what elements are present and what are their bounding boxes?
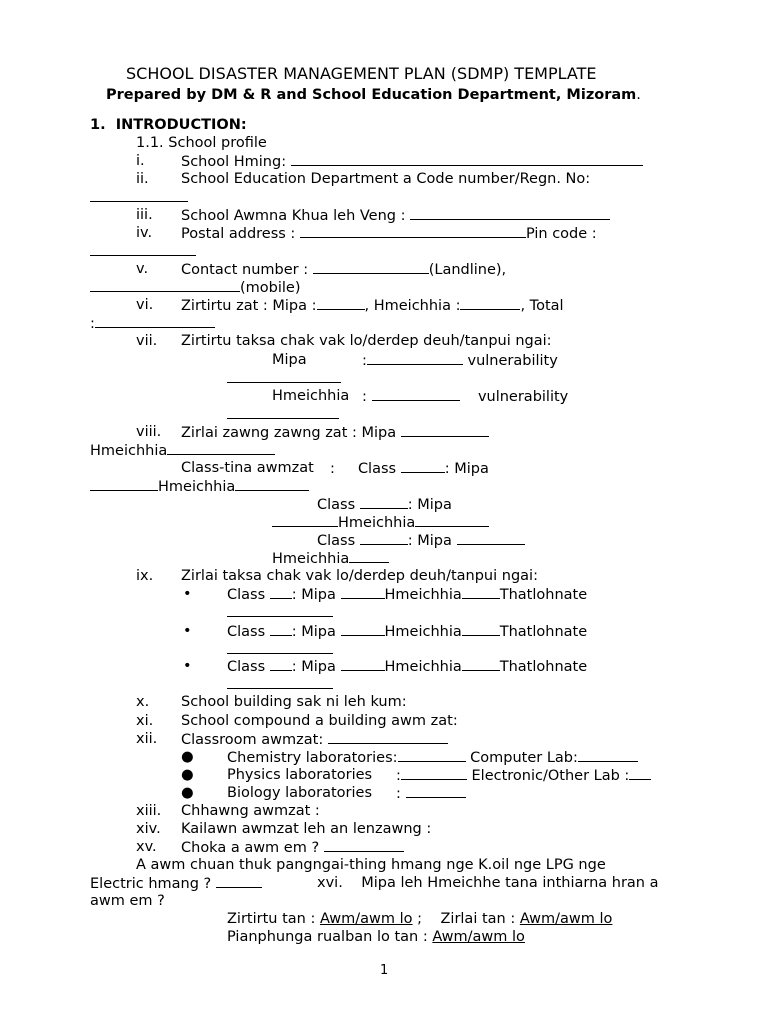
xii-dot-1: ● xyxy=(181,749,194,765)
hmeichhia-label: Hmeichhia xyxy=(384,624,462,640)
item-label: Zirtirtu zat : Mipa : xyxy=(181,298,317,314)
vii-blank1 xyxy=(227,369,341,388)
section-heading xyxy=(90,116,247,134)
awm-option[interactable]: Awm/awm lo xyxy=(319,911,413,927)
viii-class-row3 xyxy=(317,531,525,550)
awm-option[interactable]: Awm/awm lo xyxy=(432,929,525,945)
vii-mipa-fill xyxy=(362,351,558,370)
fill-blank[interactable] xyxy=(462,657,500,671)
item-ii-text: School Education Department a Code number/Regn. No: xyxy=(181,171,591,187)
viii-row2 xyxy=(90,477,309,496)
subtitle-period: . xyxy=(636,87,641,103)
hmeichhia-label: Hmeichhia xyxy=(338,515,416,531)
item-viii: viii. xyxy=(136,424,162,440)
fill-blank[interactable] xyxy=(360,495,408,509)
physics-label: Physics laboratories xyxy=(227,767,373,783)
fill-blank[interactable] xyxy=(401,423,489,437)
class-label: Class xyxy=(357,461,397,477)
colon: : xyxy=(362,353,367,369)
fill-blank[interactable] xyxy=(90,242,196,256)
colon: : xyxy=(362,389,367,405)
mipa-label: : Mipa xyxy=(407,533,452,549)
item-viii-text xyxy=(181,423,489,442)
item-label: Electric hmang ? xyxy=(90,876,212,892)
class-label: Class xyxy=(227,587,266,603)
fill-blank[interactable] xyxy=(367,351,463,365)
ix-row-3 xyxy=(227,657,587,676)
fill-blank[interactable] xyxy=(90,188,188,202)
vulnerability-label: vulnerability xyxy=(467,353,558,369)
xii-chem xyxy=(227,748,638,767)
class-label: Class xyxy=(317,497,356,513)
doc-subtitle xyxy=(106,86,641,104)
ix-row-1 xyxy=(227,585,587,604)
ix-blank-1 xyxy=(227,603,333,622)
item-xi: xi. xyxy=(136,713,154,729)
xii-bio xyxy=(227,784,372,802)
subsection-heading: 1.1. School profile xyxy=(136,135,267,151)
section-number: 1. xyxy=(90,117,106,133)
fill-blank[interactable] xyxy=(349,549,389,563)
vulnerability-label: vulnerability xyxy=(477,389,569,405)
item-ix: ix. xyxy=(136,568,154,584)
fill-blank[interactable] xyxy=(324,838,404,852)
colon: : xyxy=(330,461,335,477)
viii-row3 xyxy=(272,513,489,532)
item-x-text: School building sak ni leh kum: xyxy=(181,694,407,710)
hmeichhia-label: Hmeichhia xyxy=(384,587,462,603)
fill-blank[interactable] xyxy=(410,206,610,220)
xvi-zirtirtu-row xyxy=(227,910,612,928)
fill-blank[interactable] xyxy=(629,766,651,780)
mipa-label: : Mipa xyxy=(291,624,336,640)
colon: : xyxy=(396,768,401,784)
mipa-label: : Mipa xyxy=(291,659,336,675)
fill-blank[interactable] xyxy=(272,513,338,527)
electronic-lab-label: Electronic/Other Lab : xyxy=(471,768,630,784)
biology-label: Biology laboratories xyxy=(227,785,372,801)
item-xii: xii. xyxy=(136,731,158,747)
item-iv: iv. xyxy=(136,225,153,241)
item-label: Classroom awmzat: xyxy=(181,732,324,748)
fill-blank[interactable] xyxy=(227,405,339,419)
item-xiii-text: Chhawng awmzat : xyxy=(181,803,320,819)
total-label: , Total xyxy=(520,298,564,314)
item-iii: iii. xyxy=(136,207,153,223)
fill-blank[interactable] xyxy=(341,622,385,636)
fill-blank[interactable] xyxy=(578,748,638,762)
colon: : xyxy=(396,786,401,802)
item-label: Zirlai zawng zawng zat : Mipa xyxy=(181,425,397,441)
viii-class-tina: Class-tina awmzat xyxy=(181,460,314,476)
hmeichhia-label: , Hmeichhia : xyxy=(364,298,461,314)
item-label: Choka a awm em ? xyxy=(181,840,320,856)
xii-phys xyxy=(227,766,372,784)
item-x: x. xyxy=(136,694,150,710)
fill-blank[interactable] xyxy=(401,766,467,780)
item-label: Mipa leh Hmeichhe tana inthiarna hran a xyxy=(361,875,659,891)
item-vi-total xyxy=(90,314,215,333)
viii-class-row1 xyxy=(330,459,489,478)
fill-blank[interactable] xyxy=(227,640,333,654)
viii-class-row2 xyxy=(317,495,452,514)
item-xvi xyxy=(317,874,658,892)
fill-blank[interactable] xyxy=(300,224,526,238)
item-xv: xv. xyxy=(136,839,157,855)
item-v: v. xyxy=(136,261,149,277)
item-v-text xyxy=(181,260,506,279)
fill-blank[interactable] xyxy=(372,387,460,401)
xii-dot-2: ● xyxy=(181,767,194,783)
fill-blank[interactable] xyxy=(291,152,643,166)
item-xiv-text: Kailawn awmzat leh an lenzawng : xyxy=(181,821,432,837)
item-xv-cont: A awm chuan thuk pangngai-thing hmang nge K.oil nge LPG nge xyxy=(136,857,606,873)
fill-blank[interactable] xyxy=(95,314,215,328)
item-label: School Hming: xyxy=(181,154,287,170)
fill-blank[interactable] xyxy=(415,513,489,527)
item-num: i. xyxy=(136,153,145,169)
fill-blank[interactable] xyxy=(270,657,292,671)
zirlai-label: Zirlai tan : xyxy=(440,911,516,927)
fill-blank[interactable] xyxy=(270,622,292,636)
fill-blank[interactable] xyxy=(360,531,408,545)
class-label: Class xyxy=(227,624,266,640)
subtitle-text: Prepared by DM & R and School Education Department, Mizoram xyxy=(106,87,637,103)
viii-hmeichhia xyxy=(90,441,275,460)
fill-blank[interactable] xyxy=(227,369,341,383)
ix-bullet-3: • xyxy=(183,658,192,674)
pin-label: Pin code : xyxy=(525,226,597,242)
item-vi-text xyxy=(181,296,564,315)
vii-hmeichhia-fill xyxy=(362,387,568,406)
thatlohnate-label: Thatlohnate xyxy=(499,587,588,603)
fill-blank[interactable] xyxy=(462,585,500,599)
item-num: xvi. xyxy=(317,875,343,891)
mipa-label: : Mipa xyxy=(444,461,489,477)
item-i xyxy=(136,152,145,170)
item-iv-blank xyxy=(90,242,196,261)
fill-blank[interactable] xyxy=(270,585,292,599)
fill-blank[interactable] xyxy=(341,657,385,671)
item-xv-cont2 xyxy=(90,874,262,893)
hmeichhia-label: Hmeichhia xyxy=(272,551,350,567)
doc-title: SCHOOL DISASTER MANAGEMENT PLAN (SDMP) TEMPLATE xyxy=(126,64,597,83)
item-xii-text xyxy=(181,730,448,749)
thatlohnate-label: Thatlohnate xyxy=(499,624,588,640)
awm-option[interactable]: Awm/awm lo xyxy=(519,911,613,927)
fill-blank[interactable] xyxy=(227,603,333,617)
item-ix-text: Zirlai taksa chak vak lo/derdep deuh/tanpui ngai: xyxy=(181,568,538,584)
pianphunga-label: Pianphunga rualban lo tan : xyxy=(227,929,428,945)
chemistry-label: Chemistry laboratories: xyxy=(227,750,398,766)
class-label: Class xyxy=(317,533,356,549)
fill-blank[interactable] xyxy=(457,531,525,545)
fill-blank[interactable] xyxy=(460,296,520,310)
item-xiv: xiv. xyxy=(136,821,161,837)
fill-blank[interactable] xyxy=(406,784,466,798)
fill-blank[interactable] xyxy=(216,874,262,888)
semicolon: ; xyxy=(417,911,423,927)
colon: : xyxy=(90,316,95,332)
landline-label: (Landline), xyxy=(428,262,507,278)
item-vii: vii. xyxy=(136,333,158,349)
fill-blank[interactable] xyxy=(235,477,309,491)
fill-blank[interactable] xyxy=(328,730,448,744)
fill-blank[interactable] xyxy=(90,278,240,292)
vii-blank2 xyxy=(227,405,339,424)
class-label: Class xyxy=(227,659,266,675)
xii-phys-fill xyxy=(396,766,651,785)
item-iv-text xyxy=(181,224,597,243)
fill-blank[interactable] xyxy=(227,675,333,689)
fill-blank[interactable] xyxy=(313,260,429,274)
fill-blank[interactable] xyxy=(167,441,275,455)
ix-bullet-2: • xyxy=(183,623,192,639)
hmeichhia-label: Hmeichhia xyxy=(384,659,462,675)
vii-hmeichhia: Hmeichhia xyxy=(272,388,350,404)
item-vi: vi. xyxy=(136,297,154,313)
item-iii-text xyxy=(181,206,610,225)
item-label: Contact number : xyxy=(181,262,309,278)
xii-dot-3: ● xyxy=(181,785,194,801)
fill-blank[interactable] xyxy=(317,296,365,310)
fill-blank[interactable] xyxy=(398,748,466,762)
vii-mipa: Mipa xyxy=(272,352,307,368)
mipa-label: : Mipa xyxy=(291,587,336,603)
hmeichhia-label: Hmeichhia xyxy=(158,479,236,495)
fill-blank[interactable] xyxy=(462,622,500,636)
xii-bio-fill xyxy=(396,784,466,803)
ix-row-2 xyxy=(227,622,587,641)
computer-lab-label: Computer Lab: xyxy=(470,750,578,766)
item-xv-text xyxy=(181,838,404,857)
section-title: INTRODUCTION: xyxy=(115,117,247,133)
hmeichhia-label: Hmeichhia xyxy=(90,443,168,459)
mobile-label: (mobile) xyxy=(240,280,301,296)
item-v-mobile xyxy=(90,278,301,297)
page-number: 1 xyxy=(380,963,389,978)
ix-bullet-1: • xyxy=(183,586,192,602)
item-ii: ii. xyxy=(136,171,149,187)
viii-row4 xyxy=(272,549,389,568)
mipa-label: : Mipa xyxy=(407,497,452,513)
item-label: Postal address : xyxy=(181,226,296,242)
ix-blank-3 xyxy=(227,675,333,694)
fill-blank[interactable] xyxy=(90,477,158,491)
fill-blank[interactable] xyxy=(341,585,385,599)
item-vii-text: Zirtirtu taksa chak vak lo/derdep deuh/tanpui ngai: xyxy=(181,333,552,349)
item-xiii: xiii. xyxy=(136,803,162,819)
item-xvi-cont: awm em ? xyxy=(90,893,165,909)
item-i-text xyxy=(181,152,643,171)
thatlohnate-label: Thatlohnate xyxy=(499,659,588,675)
item-xi-text: School compound a building awm zat: xyxy=(181,713,458,729)
item-ii-blank xyxy=(90,188,188,207)
fill-blank[interactable] xyxy=(401,459,445,473)
xvi-pianphunga-row xyxy=(227,928,525,946)
item-label: School Awmna Khua leh Veng : xyxy=(181,208,406,224)
zirtirtu-label: Zirtirtu tan : xyxy=(227,911,316,927)
